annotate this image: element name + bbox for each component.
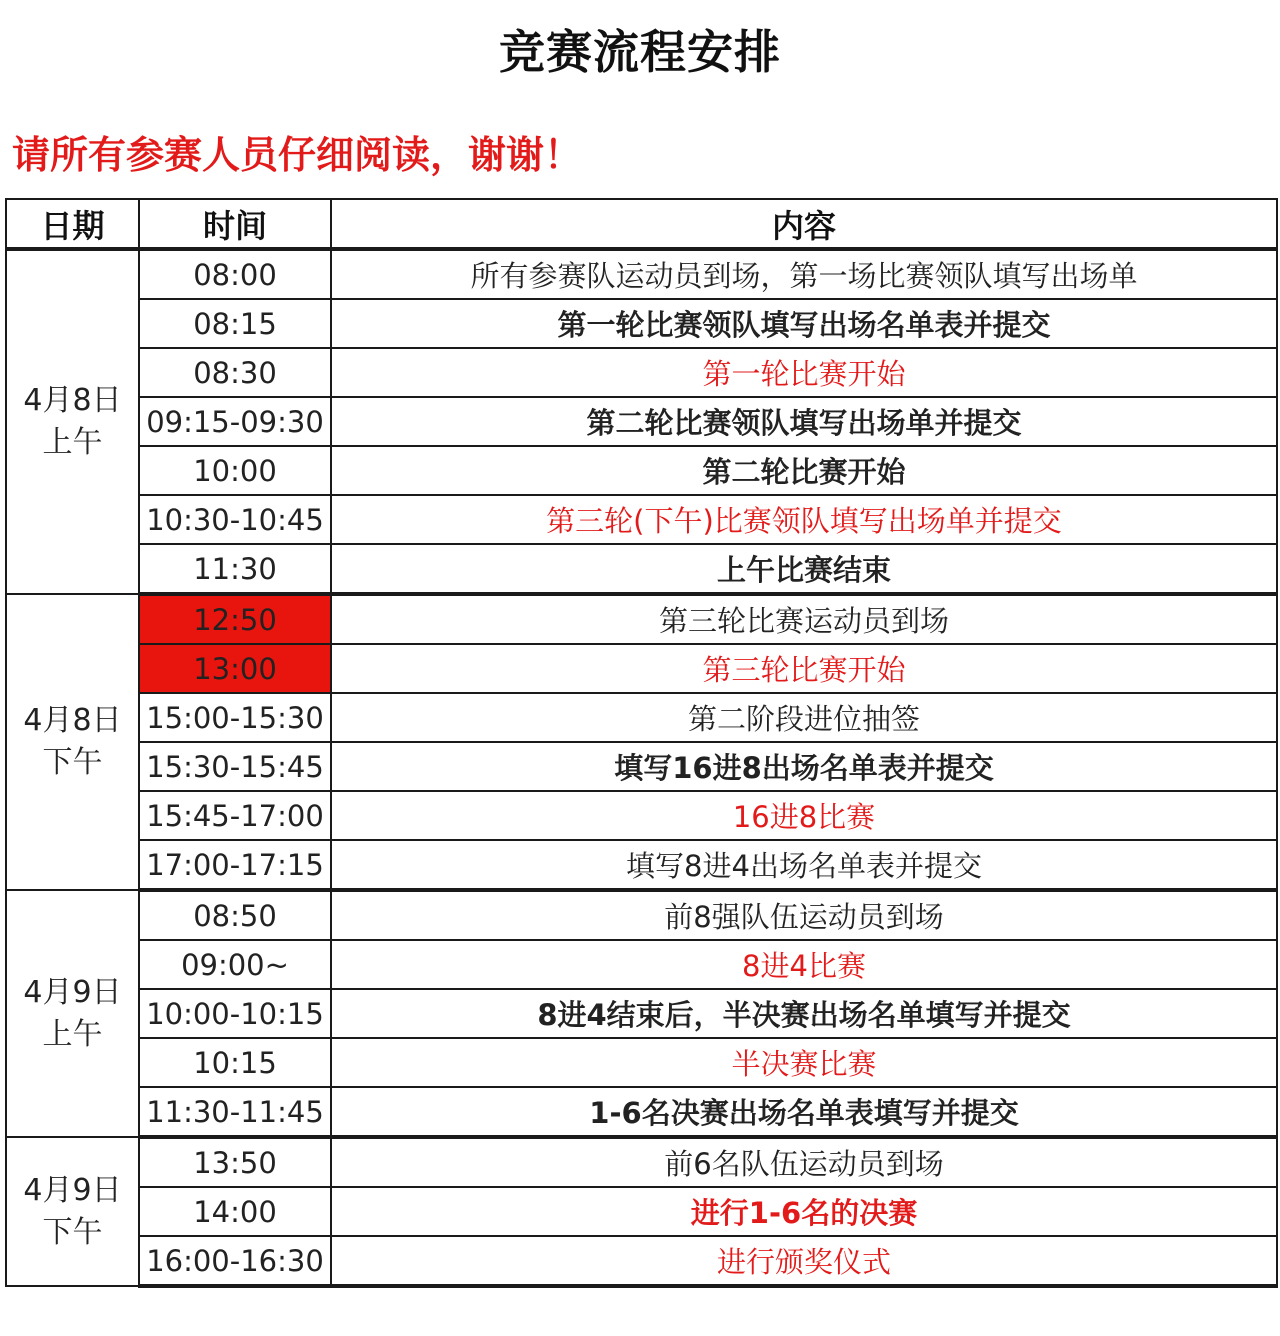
time-cell: 11:30-11:45 — [139, 1087, 331, 1137]
table-row — [6, 940, 1277, 989]
date-day: 4月9日 — [23, 1172, 122, 1208]
content-cell: 所有参赛队运动员到场，第一场比赛领队填写出场单 — [331, 249, 1277, 299]
content-cell: 8进4比赛 — [331, 940, 1277, 989]
content-cell: 第一轮比赛开始 — [331, 348, 1277, 397]
time-cell: 15:45-17:00 — [139, 791, 331, 840]
time-cell: 08:15 — [139, 299, 331, 348]
content-cell: 第三轮(下午)比赛领队填写出场单并提交 — [331, 495, 1277, 544]
notice-text: 请所有参赛人员仔细阅读，谢谢！ — [12, 133, 583, 177]
time-cell: 11:30 — [139, 544, 331, 594]
table-row — [6, 397, 1277, 446]
time-cell: 15:00-15:30 — [139, 693, 331, 742]
header-date: 日期 — [6, 199, 139, 249]
table-row — [6, 989, 1277, 1038]
date-day: 4月8日 — [23, 383, 122, 418]
time-cell: 16:00-16:30 — [139, 1236, 331, 1286]
header-content: 内容 — [331, 199, 1277, 249]
date-cell — [6, 249, 139, 594]
table-row — [6, 1187, 1277, 1236]
time-cell: 10:30-10:45 — [139, 495, 331, 544]
schedule-table — [5, 198, 1278, 1288]
table-row — [6, 446, 1277, 495]
content-cell: 填写16进8出场名单表并提交 — [331, 742, 1277, 791]
table-row — [6, 495, 1277, 544]
time-cell: 08:50 — [139, 890, 331, 940]
time-cell: 08:30 — [139, 348, 331, 397]
time-cell-highlighted: 13:00 — [139, 644, 331, 693]
table-row — [6, 791, 1277, 840]
content-cell: 第二阶段进位抽签 — [331, 693, 1277, 742]
content-cell: 半决赛比赛 — [331, 1038, 1277, 1087]
time-cell-highlighted: 12:50 — [139, 594, 331, 644]
content-cell: 进行颁奖仪式 — [331, 1236, 1277, 1286]
header-row — [6, 199, 1277, 249]
content-cell: 第一轮比赛领队填写出场名单表并提交 — [331, 299, 1277, 348]
date-cell — [6, 890, 139, 1137]
content-cell: 上午比赛结束 — [331, 544, 1277, 594]
date-period: 上午 — [42, 425, 103, 460]
table-row — [6, 1038, 1277, 1087]
date-period: 下午 — [42, 1214, 103, 1250]
content-cell: 前8强队伍运动员到场 — [331, 890, 1277, 940]
table-row — [6, 544, 1277, 594]
table-row — [6, 742, 1277, 791]
date-day: 4月9日 — [23, 974, 122, 1010]
table-row — [6, 249, 1277, 299]
content-cell: 1-6名决赛出场名单表填写并提交 — [331, 1087, 1277, 1137]
table-row — [6, 1087, 1277, 1137]
header-time: 时间 — [139, 199, 331, 249]
table-row — [6, 840, 1277, 890]
table-row — [6, 1137, 1277, 1187]
table-row — [6, 644, 1277, 693]
content-cell: 第二轮比赛领队填写出场单并提交 — [331, 397, 1277, 446]
content-cell: 进行1-6名的决赛 — [331, 1187, 1277, 1236]
time-cell: 10:15 — [139, 1038, 331, 1087]
content-cell: 8进4结束后，半决赛出场名单填写并提交 — [331, 989, 1277, 1038]
time-cell: 09:15-09:30 — [139, 397, 331, 446]
date-cell — [6, 1137, 139, 1286]
date-day: 4月8日 — [23, 703, 122, 738]
content-cell: 前6名队伍运动员到场 — [331, 1137, 1277, 1187]
time-cell: 17:00-17:15 — [139, 840, 331, 890]
time-cell: 13:50 — [139, 1137, 331, 1187]
table-row — [6, 1236, 1277, 1286]
content-cell: 第三轮比赛开始 — [331, 644, 1277, 693]
date-period: 下午 — [42, 745, 103, 780]
page-title: 竞赛流程安排 — [499, 25, 781, 79]
time-cell: 08:00 — [139, 249, 331, 299]
content-cell: 16进8比赛 — [331, 791, 1277, 840]
date-cell — [6, 594, 139, 890]
time-cell: 15:30-15:45 — [139, 742, 331, 791]
table-row — [6, 348, 1277, 397]
content-cell: 填写8进4出场名单表并提交 — [331, 840, 1277, 890]
time-cell: 10:00 — [139, 446, 331, 495]
content-cell: 第二轮比赛开始 — [331, 446, 1277, 495]
table-row — [6, 299, 1277, 348]
date-period: 上午 — [42, 1016, 103, 1052]
table-row — [6, 693, 1277, 742]
time-cell: 10:00-10:15 — [139, 989, 331, 1038]
table-row — [6, 594, 1277, 644]
time-cell: 14:00 — [139, 1187, 331, 1236]
content-cell: 第三轮比赛运动员到场 — [331, 594, 1277, 644]
table-row — [6, 890, 1277, 940]
time-cell: 09:00~ — [139, 940, 331, 989]
